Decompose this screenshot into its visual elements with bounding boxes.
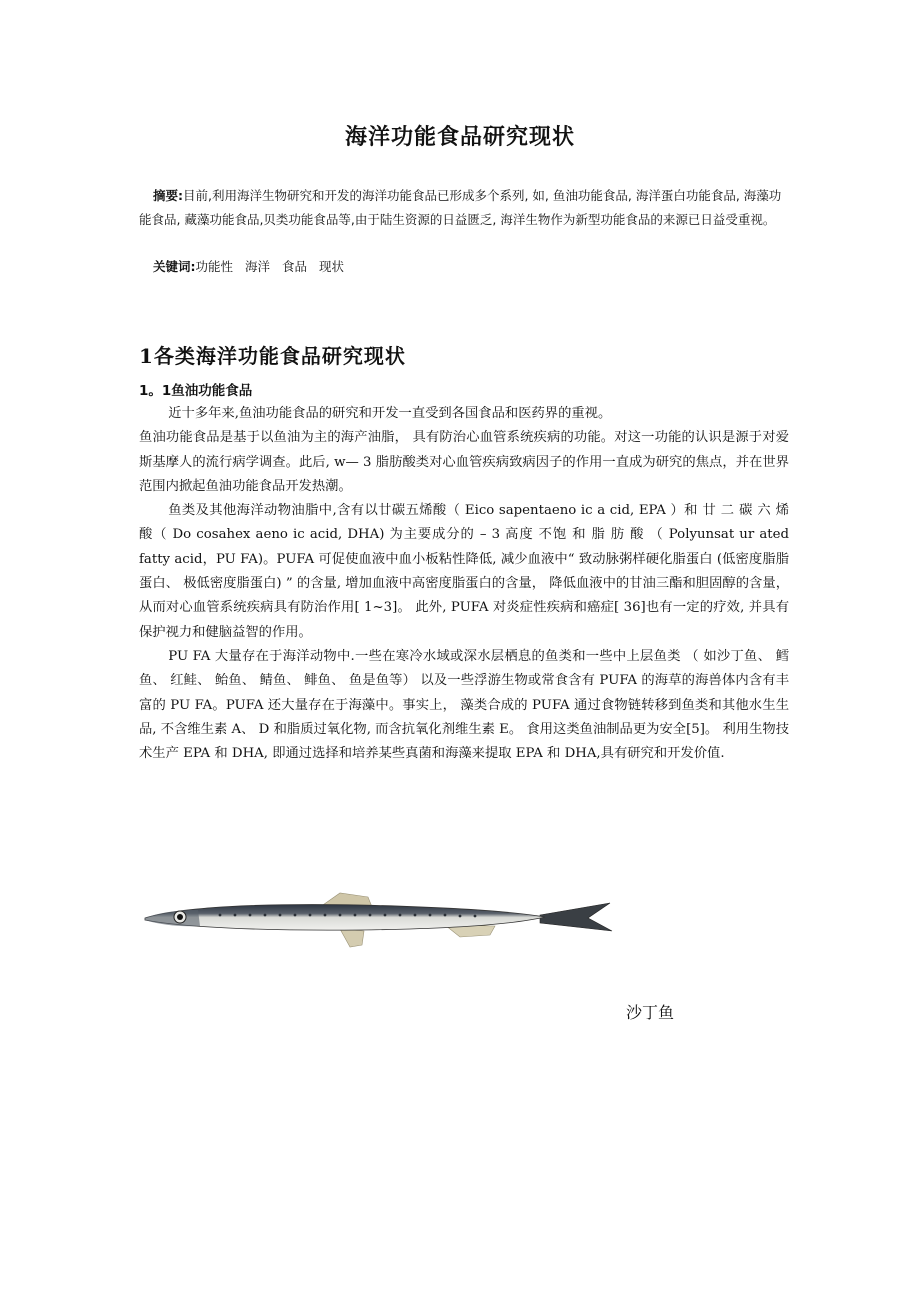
paragraph: PU FA 大量存在于海洋动物中.一些在寒冷水域或深水层栖息的鱼类和一些中上层鱼类 （ 如沙丁鱼、 鳕鱼、 红鲑、 鲐鱼、 鲭鱼、 鲱鱼、 鱼是鱼等） 以及一些浮游生物或常食含有 PUFA 的海草的海兽体内含有丰富的 PU FA。PUFA 还大量存在于海藻中。事实上， 藻类合成的 PUFA 通过食物链转移到鱼类和其他水生生品, 不含维生素 A、 D 和脂质过氧化物, 而含抗氧化剂维生素 E。 食用这类鱼油制品更为安全[5]。 利用生物技术生产 EPA 和 DHA, 即通过选择和培养某些真菌和海藻来提取 EPA 和 DHA,具有研究和开发价值. (139, 648, 789, 762)
body-text (139, 402, 789, 766)
paragraph: 鱼类及其他海洋动物油脂中,含有以廿碳五烯酸（ Eico sapentaeno ic a cid, EPA ）和 廿 二 碳 六 烯 酸（ Do cosahex aeno ic acid, DHA) 为主要成分的 – 3 高度 不饱 和 脂 肪 酸 （ Polyunsat ur ated fatty acid，PU FA)。PUFA 可促使血液中血小板粘性降低, 减少血液中“ 致动脉粥样硬化脂蛋白 (低密度脂脂蛋白、 极低密度脂蛋白) ” 的含量, 增加血液中高密度脂蛋白的含量， 降低血液中的甘油三酯和胆固醇的含量， 从而对心血管系统疾病具有防治作用[ 1~3]。 此外, PUFA 对炎症性疾病和癌症[ 36]也有一定的疗效, 并具有保护视力和健脑益智的作用。 (139, 503, 789, 640)
keyword: 食品 (282, 259, 308, 274)
paragraph: 近十多年来,鱼油功能食品的研究和开发一直受到各国食品和医药界的重视。 (168, 406, 612, 421)
subsection-heading: 1。1鱼油功能食品 (139, 383, 253, 399)
keyword: 海洋 (245, 259, 271, 274)
section-heading: 1各类海洋功能食品研究现状 (139, 344, 406, 368)
document-title: 海洋功能食品研究现状 (344, 125, 575, 150)
paragraph: 鱼油功能食品是基于以鱼油为主的海产油脂， 具有防治心血管系统疾病的功能。对这一功能的认识是源于对爱斯基摩人的流行病学调查。此后, w— 3 脂肪酸类对心血管疾病致病因子的作用一直成为研究的焦点，并在世界范围内掀起鱼油功能食品开发热潮。 (139, 430, 789, 494)
abstract (139, 184, 784, 232)
abstract-label: 摘要: (153, 188, 183, 203)
figure-caption: 沙丁鱼 (626, 1003, 675, 1022)
abstract-text: 目前,利用海洋生物研究和开发的海洋功能食品已形成多个系列, 如, 鱼油功能食品, 海洋蛋白功能食品, 海藻功能食品, 藏藻功能食品,贝类功能食品等,由于陆生资源的日益匮乏, 海洋生物作为新型功能食品的来源已日益受重视。 (139, 188, 782, 227)
keywords (153, 257, 356, 275)
keyword: 功能性 (195, 259, 234, 274)
keyword: 现状 (319, 259, 345, 274)
keywords-label: 关键词: (153, 259, 196, 274)
sardine-fish-image (140, 885, 615, 955)
